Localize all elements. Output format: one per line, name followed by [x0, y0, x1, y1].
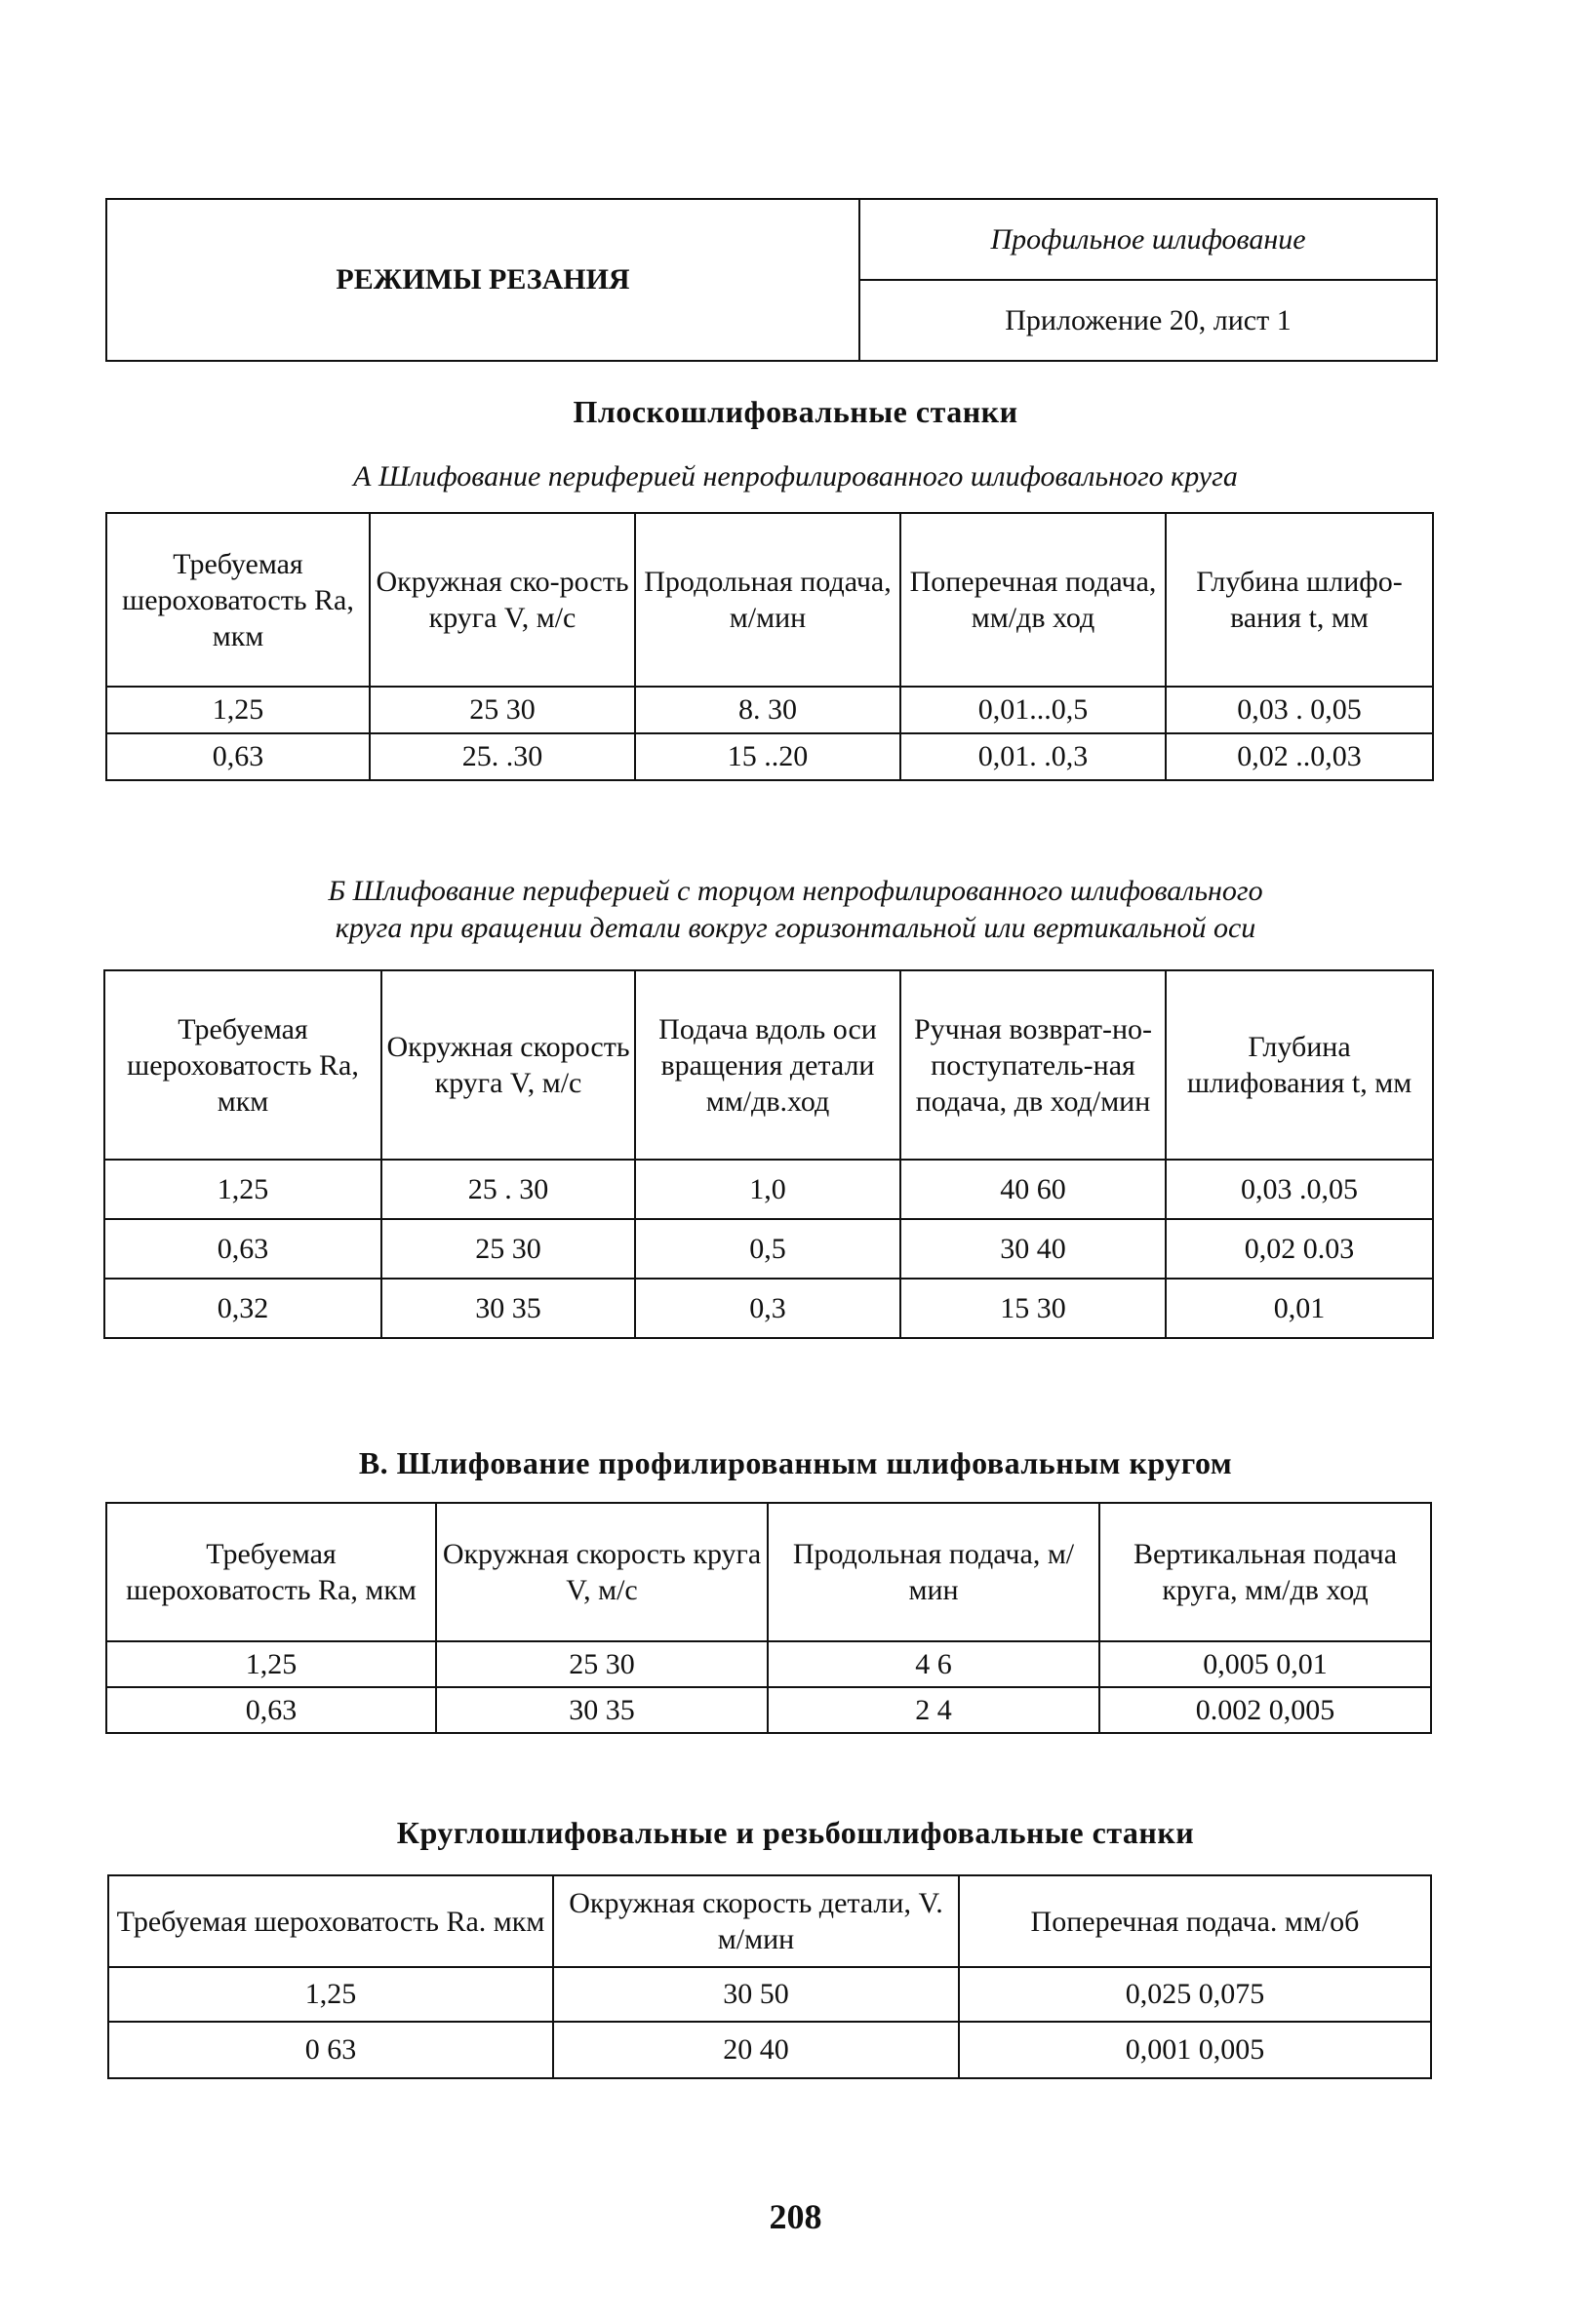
table-cell: 30 50 [553, 1967, 959, 2022]
table-c-header-cell: Окружная скорость круга V, м/с [436, 1503, 768, 1641]
table-cell: 0,63 [104, 1219, 381, 1279]
table-cell: 25 . 30 [381, 1160, 635, 1219]
table-cell: 0 63 [108, 2022, 553, 2078]
table-d [107, 1874, 1432, 2079]
table-cell: 1,0 [635, 1160, 900, 1219]
table-row [108, 1967, 1431, 2022]
table-cell: 0.002 0,005 [1099, 1687, 1431, 1733]
table-a-header-cell: Требуемая шероховатость Ra, мкм [106, 513, 370, 687]
table-cell: 1,25 [104, 1160, 381, 1219]
table-cell: 30 35 [381, 1279, 635, 1338]
table-b-header-cell: Подача вдоль оси вращения детали мм/дв.ход [635, 970, 900, 1160]
table-row [104, 1219, 1433, 1279]
table-cell: 0,03 .0,05 [1166, 1160, 1433, 1219]
table-c-header-cell: Продольная подача, м/мин [768, 1503, 1099, 1641]
table-cell: 0,63 [106, 733, 370, 780]
document-subtitle: Профильное шлифование [859, 199, 1437, 280]
table-b-caption-line2: круга при вращении детали вокруг горизонтальной или вертикальной оси [335, 912, 1256, 944]
table-d-header-cell: Поперечная подача. мм/об [959, 1875, 1431, 1967]
table-cell: 30 40 [900, 1219, 1166, 1279]
table-cell: 15 30 [900, 1279, 1166, 1338]
table-cell: 0,02 ..0,03 [1166, 733, 1433, 780]
table-a-header-cell: Окружная ско-рость круга V, м/с [370, 513, 635, 687]
table-c [105, 1502, 1432, 1734]
table-b-header-cell: Требуемая шероховатость Ra, мкм [104, 970, 381, 1160]
table-a-header-cell: Поперечная подача, мм/дв ход [900, 513, 1166, 687]
table-c-header-row [106, 1503, 1431, 1641]
table-cell: 0,01...0,5 [900, 687, 1166, 733]
table-a-caption: А Шлифование периферией непрофилированного шлифовального круга [353, 460, 1238, 492]
table-cell: 40 60 [900, 1160, 1166, 1219]
table-cell: 2 4 [768, 1687, 1099, 1733]
table-cell: 0,63 [106, 1687, 436, 1733]
table-cell: 4 6 [768, 1641, 1099, 1687]
table-d-header-row [108, 1875, 1431, 1967]
document-title: РЕЖИМЫ РЕЗАНИЯ [106, 199, 859, 361]
table-cell: 25 30 [381, 1219, 635, 1279]
table-cell: 0,005 0,01 [1099, 1641, 1431, 1687]
table-row [106, 733, 1433, 780]
table-b [103, 969, 1434, 1339]
table-cell: 0,02 0.03 [1166, 1219, 1433, 1279]
table-cell: 15 ..20 [635, 733, 900, 780]
table-cell: 0,01. .0,3 [900, 733, 1166, 780]
table-cell: 25 30 [436, 1641, 768, 1687]
table-d-header-cell: Окружная скорость детали, V. м/мин [553, 1875, 959, 1967]
table-cell: 25 30 [370, 687, 635, 733]
table-b-caption-line1: Б Шлифование периферией с торцом непрофилированного шлифовального [328, 875, 1263, 907]
table-b-header-cell: Глубина шлифования t, мм [1166, 970, 1433, 1160]
table-cell: 30 35 [436, 1687, 768, 1733]
section-title-round: Круглошлифовальные и резьбошлифовальные станки [396, 1815, 1195, 1850]
table-b-header-cell: Окружная скорость круга V, м/с [381, 970, 635, 1160]
table-cell: 25. .30 [370, 733, 635, 780]
table-c-header-cell: Требуемая шероховатость Ra, мкм [106, 1503, 436, 1641]
table-cell: 1,25 [108, 1967, 553, 2022]
table-row [108, 2022, 1431, 2078]
table-cell: 1,25 [106, 1641, 436, 1687]
table-cell: 8. 30 [635, 687, 900, 733]
table-row [106, 687, 1433, 733]
table-cell: 0,3 [635, 1279, 900, 1338]
table-a-header-cell: Продольная подача, м/мин [635, 513, 900, 687]
table-row [104, 1279, 1433, 1338]
page-number: 208 [769, 2197, 822, 2236]
table-c-header-cell: Вертикальная подача круга, мм/дв ход [1099, 1503, 1431, 1641]
table-a-header-cell: Глубина шлифо-вания t, мм [1166, 513, 1433, 687]
table-d-header-cell: Требуемая шероховатость Ra. мкм [108, 1875, 553, 1967]
table-cell: 1,25 [106, 687, 370, 733]
table-b-header-row [104, 970, 1433, 1160]
table-row [106, 1641, 1431, 1687]
table-a-header-row [106, 513, 1433, 687]
table-c-caption: В. Шлифование профилированным шлифовальным кругом [358, 1445, 1233, 1480]
header-table [105, 198, 1438, 362]
table-a [105, 512, 1434, 781]
table-cell: 0,01 [1166, 1279, 1433, 1338]
table-cell: 0,001 0,005 [959, 2022, 1431, 2078]
table-b-header-cell: Ручная возврат-но-поступатель-ная подача, дв ход/мин [900, 970, 1166, 1160]
table-row [104, 1160, 1433, 1219]
table-cell: 20 40 [553, 2022, 959, 2078]
table-cell: 0,32 [104, 1279, 381, 1338]
table-cell: 0,025 0,075 [959, 1967, 1431, 2022]
section-title-flat: Плоскошлифовальные станки [573, 394, 1018, 429]
table-row [106, 1687, 1431, 1733]
table-cell: 0,03 . 0,05 [1166, 687, 1433, 733]
table-cell: 0,5 [635, 1219, 900, 1279]
appendix-label: Приложение 20, лист 1 [859, 280, 1437, 361]
